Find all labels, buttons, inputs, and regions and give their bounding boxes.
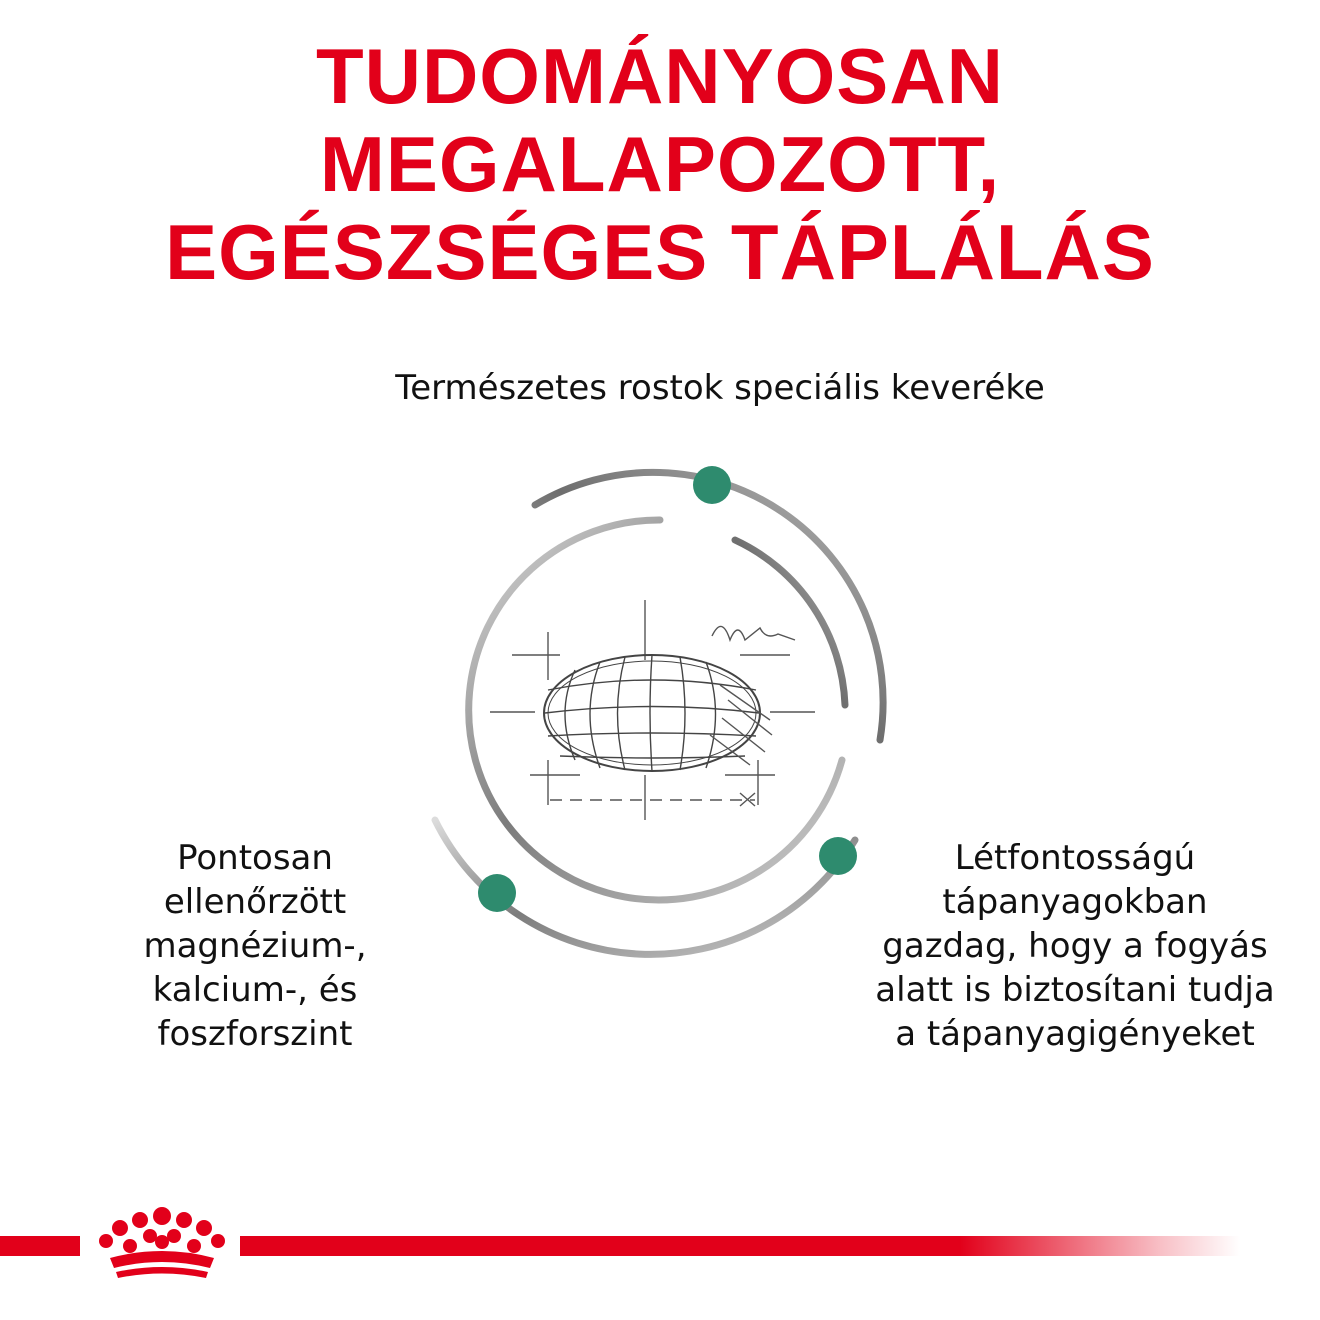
brand-bar-left [0,1236,80,1256]
kibble-sketch-icon [490,600,815,820]
feature-left-line: foszforszint [157,1014,353,1054]
crown-logo-icon [92,1206,232,1281]
feature-right-text [850,836,1300,1056]
benefit-dot-top [693,466,731,504]
feature-right-line: Létfontosságú [954,838,1196,878]
feature-left-line: Pontosan [177,838,333,878]
feature-left-line: magnézium-, [143,926,367,966]
feature-right-line: gazdag, hogy a fogyás [882,926,1268,966]
outer-ring-arc [535,472,883,740]
feature-left-line: ellenőrzött [163,882,347,922]
feature-right-line: a tápanyagigényeket [895,1014,1255,1054]
feature-left-line: kalcium-, és [152,970,358,1010]
feature-left-text [100,836,410,1056]
brand-bar-right [240,1236,1240,1256]
benefit-dot-left [478,874,516,912]
headline-line-2: EGÉSZSÉGES TÁPLÁLÁS [165,208,1155,296]
feature-right-line: tápanyagokban [942,882,1208,922]
feature-top-text: Természetes rostok speciális keveréke [395,368,1045,408]
inner-ring-arc [735,540,845,705]
headline-line-1: TUDOMÁNYOSAN MEGALAPOZOTT, [316,32,1004,208]
feature-right-line: alatt is biztosítani tudja [875,970,1275,1010]
